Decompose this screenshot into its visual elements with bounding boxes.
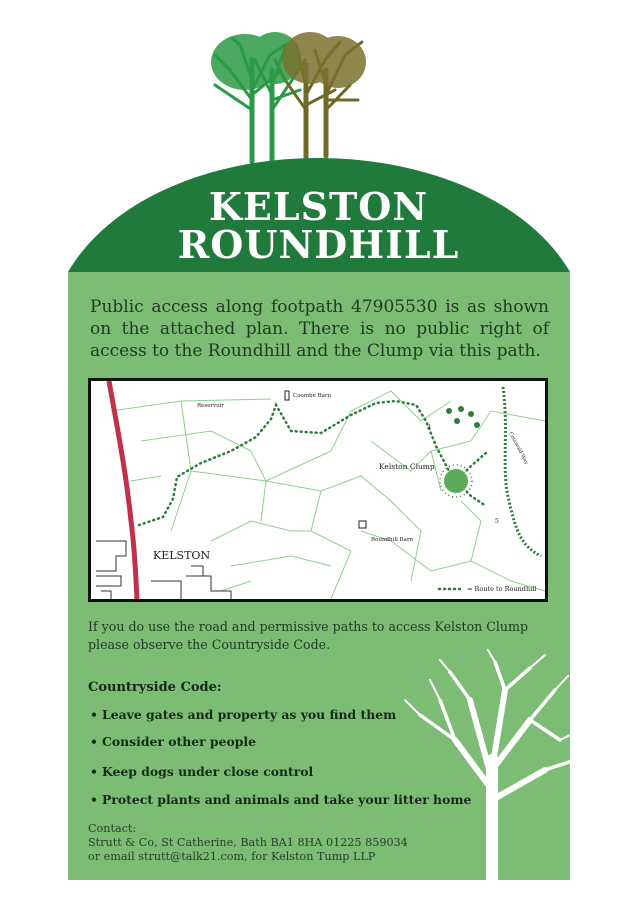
- map-legend: [439, 585, 536, 593]
- main-road: [109, 381, 137, 599]
- access-notice: If you do use the road and permissive paths to access Kelston Clump please observe the Countryside Code.: [88, 619, 529, 652]
- label-marker-3: 3: [427, 424, 431, 431]
- roundhill-barn-marker: [359, 521, 366, 528]
- route-map: [88, 378, 548, 602]
- label-reservoir: Reservoir: [197, 403, 224, 409]
- countryside-code-heading: Countryside Code:: [88, 680, 222, 695]
- map-drawing: [91, 381, 545, 599]
- contact-block: [88, 822, 408, 864]
- bullet-icon: •: [90, 734, 98, 749]
- bullet-icon: •: [90, 707, 98, 722]
- coombe-barn-marker: [285, 391, 289, 400]
- legend-text: = Route to Roundhill: [467, 585, 537, 593]
- contact-address: Strutt & Co, St Catherine, Bath BA1 8HA 01225 859034: [88, 836, 408, 849]
- code-item: • Leave gates and property as you find them: [90, 707, 397, 722]
- label-marker-5: 5: [495, 518, 499, 525]
- access-statement: Public access along footpath 47905530 is as shown on the attached plan. There is no public right of access to the Roundhill and the Clump via this path.: [90, 297, 549, 361]
- label-roundhill-barn: Roundhill Barn: [371, 537, 414, 543]
- woodland-symbols: [446, 406, 480, 428]
- contact-heading: Contact:: [88, 822, 137, 835]
- label-kelston-clump: Kelston Clump: [379, 462, 435, 471]
- title-line-1: KELSTON: [208, 184, 429, 229]
- label-coombe-barn: Coombe Barn: [293, 393, 332, 399]
- label-kelston: KELSTON: [153, 549, 211, 562]
- contact-email: or email strutt@talk21.com, for Kelston Tump LLP: [88, 850, 376, 863]
- code-item: • Protect plants and animals and take your litter home: [90, 792, 472, 807]
- bullet-icon: •: [90, 792, 98, 807]
- bullet-icon: •: [90, 764, 98, 779]
- kelston-clump: [444, 469, 468, 493]
- sign-title: [0, 184, 637, 267]
- cotswold-way-path: [503, 387, 541, 556]
- label-cotswold-way: Cotswold Way: [507, 431, 530, 466]
- field-boundaries: [111, 391, 545, 599]
- trees-illustration: [211, 32, 366, 162]
- title-line-2: ROUNDHILL: [177, 222, 460, 267]
- code-item: • Keep dogs under close control: [90, 764, 314, 779]
- code-item: • Consider other people: [90, 734, 256, 749]
